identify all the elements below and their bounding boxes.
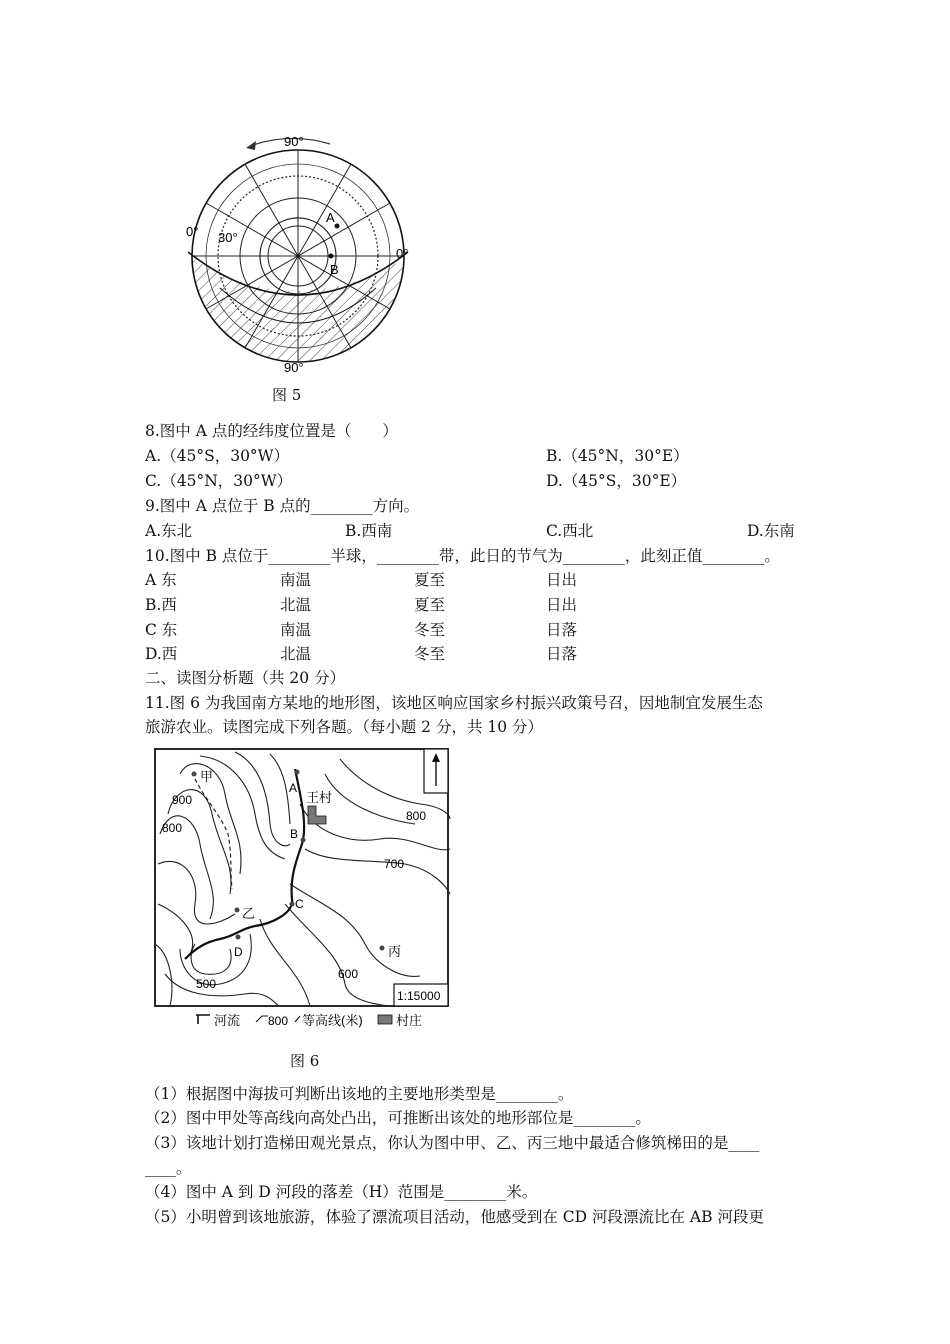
map-frame xyxy=(155,749,448,1006)
figure-6-caption: 图 6 xyxy=(290,1052,320,1070)
arrowhead-icon xyxy=(246,141,256,150)
q10-row-c-col3: 冬至 xyxy=(414,621,446,639)
q8-option-c: C.（45°N，30°W） xyxy=(145,472,293,490)
point-jia-marker xyxy=(192,772,197,777)
legend-river-label: 河流 xyxy=(214,1013,241,1028)
point-c-marker xyxy=(290,902,295,907)
q9-option-c: C.西北 xyxy=(546,522,594,540)
contour-label-700: 700 xyxy=(384,857,405,871)
q10-row-a-col2: 南温 xyxy=(280,571,312,589)
q8-option-a: A.（45°S，30°W） xyxy=(145,447,290,465)
ridge-dashed-line xyxy=(195,779,232,889)
label-top-90: 90° xyxy=(284,134,304,149)
label-b: B xyxy=(290,827,299,841)
q8-stem: 8.图中 A 点的经纬度位置是（ ） xyxy=(145,422,398,440)
label-d: D xyxy=(234,945,243,959)
label-yi: 乙 xyxy=(242,906,256,921)
legend-contour-label: 等高线(米) xyxy=(302,1013,363,1028)
q9-option-a: A.东北 xyxy=(145,522,193,540)
scale-label: 1:15000 xyxy=(397,989,441,1003)
legend-river-icon xyxy=(196,1015,210,1024)
figure-6-topographic-map xyxy=(150,744,460,1034)
village-wangcun-icon xyxy=(308,806,326,824)
q10-row-b-col1: B.西 xyxy=(145,596,177,614)
point-b-label: B xyxy=(330,262,339,277)
q10-row-c-col4: 日落 xyxy=(546,621,578,639)
q10-row-b-col4: 日出 xyxy=(546,596,578,614)
point-bing-marker xyxy=(380,946,385,951)
contour-label-600: 600 xyxy=(338,967,359,981)
label-jia: 甲 xyxy=(200,769,214,784)
q11-sub3a: （3）该地计划打造梯田观光景点，你认为图中甲、乙、丙三地中最适合修筑梯田的是____ xyxy=(145,1134,760,1152)
q11-intro-line2: 旅游农业。读图完成下列各题。（每小题 2 分，共 10 分） xyxy=(145,718,544,736)
q11-sub4: （4）图中 A 到 D 河段的落差（H）范围是________米。 xyxy=(145,1183,538,1201)
figure-5-caption: 图 5 xyxy=(272,386,302,404)
label-lat-30: 30° xyxy=(218,230,238,245)
point-a-marker xyxy=(335,224,340,229)
q10-row-d-col3: 冬至 xyxy=(414,645,446,663)
label-bing: 丙 xyxy=(388,944,402,959)
contour-label-500: 500 xyxy=(196,977,217,991)
q10-row-d-col1: D.西 xyxy=(145,645,178,663)
q11-sub3b: ____。 xyxy=(145,1159,192,1177)
contour-label-900: 900 xyxy=(172,793,193,807)
point-a-marker xyxy=(295,770,300,775)
q10-row-a-col1: A 东 xyxy=(145,571,177,589)
q8-option-b: B.（45°N，30°E） xyxy=(546,447,689,465)
contour-label-800-right: 800 xyxy=(406,809,427,823)
q10-stem: 10.图中 B 点位于________半球，________带，此日的节气为________，此刻正值________。 xyxy=(145,547,780,565)
q10-row-a-col3: 夏至 xyxy=(414,571,446,589)
q10-row-c-col2: 南温 xyxy=(280,621,312,639)
label-a: A xyxy=(289,781,298,795)
label-c: C xyxy=(295,897,304,911)
q11-sub2: （2）图中甲处等高线向高处凸出，可推断出该处的地形部位是________。 xyxy=(145,1109,651,1127)
q11-sub1: （1）根据图中海拔可判断出该地的主要地形类型是________。 xyxy=(145,1085,574,1103)
q8-option-d: D.（45°S，30°E） xyxy=(546,472,687,490)
q11-intro-line1: 11.图 6 为我国南方某地的地形图，该地区响应国家乡村振兴政策号召，因地制宜发展生态 xyxy=(145,694,763,712)
label-wangcun: 王村 xyxy=(306,790,333,805)
point-b-marker xyxy=(301,838,306,843)
legend-contour-value: 800 xyxy=(268,1014,289,1028)
point-yi-marker xyxy=(235,908,240,913)
legend-village-icon xyxy=(378,1015,392,1024)
label-left-0: 0° xyxy=(186,224,199,239)
contour-label-800-left: 800 xyxy=(162,821,183,835)
q10-row-b-col2: 北温 xyxy=(280,596,312,614)
legend-contour-icon-tail xyxy=(295,1016,300,1022)
q10-row-d-col2: 北温 xyxy=(280,645,312,663)
q9-stem: 9.图中 A 点位于 B 点的________方向。 xyxy=(145,497,420,515)
q9-option-b: B.西南 xyxy=(345,522,393,540)
contour-lines xyxy=(155,752,450,1006)
q10-row-c-col1: C 东 xyxy=(145,621,178,639)
q11-sub5: （5）小明曾到该地旅游，体验了漂流项目活动，他感受到在 CD 河段漂流比在 AB 河段更 xyxy=(145,1208,764,1226)
point-d-marker xyxy=(236,935,241,940)
legend-village-label: 村庄 xyxy=(396,1013,423,1028)
figure-5-polar-diagram xyxy=(180,128,420,373)
section-2-title: 二、读图分析题（共 20 分） xyxy=(145,669,346,687)
q9-option-d: D.东南 xyxy=(747,522,795,540)
q10-row-b-col3: 夏至 xyxy=(414,596,446,614)
q10-row-d-col4: 日落 xyxy=(546,645,578,663)
legend-contour-icon xyxy=(256,1016,268,1022)
point-a-label: A xyxy=(326,210,335,225)
label-bottom-90: 90° xyxy=(284,360,304,373)
label-right-0: 0° xyxy=(396,246,409,261)
point-b-marker xyxy=(329,254,334,259)
river-line xyxy=(185,769,304,959)
q10-row-a-col4: 日出 xyxy=(546,571,578,589)
